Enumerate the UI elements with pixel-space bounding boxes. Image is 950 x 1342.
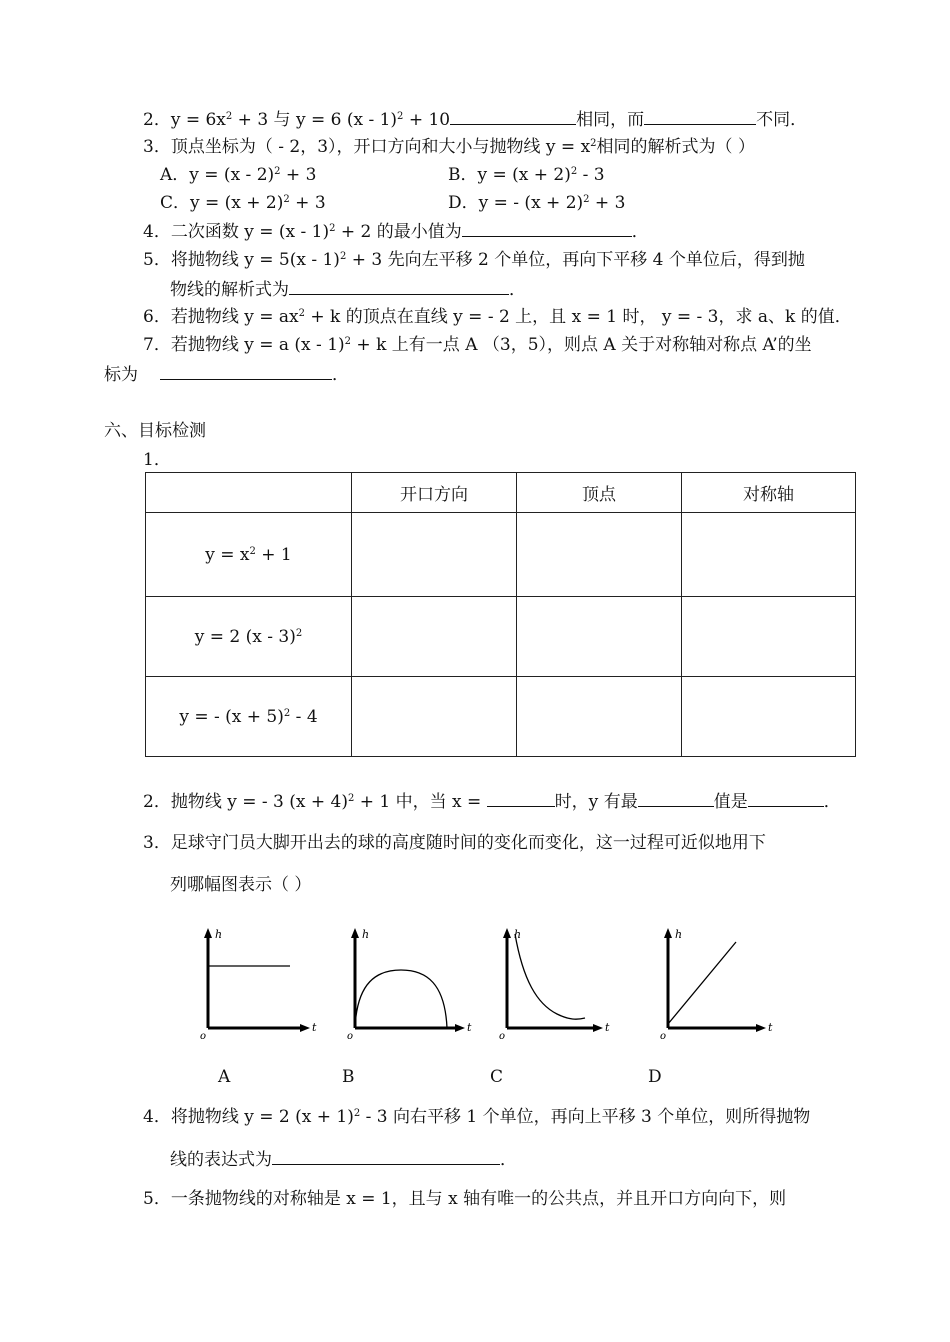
x-axis-arrow — [455, 1024, 465, 1032]
exercise-6-4-cont: 线的表达式为 ． — [170, 1150, 517, 1170]
graph-a[interactable] — [196, 920, 336, 1040]
curve — [355, 970, 447, 1028]
answer-blank[interactable] — [450, 108, 576, 125]
axis-label-t: t — [467, 1021, 472, 1034]
answer-blank[interactable] — [289, 278, 509, 295]
graph-c[interactable] — [495, 920, 635, 1040]
answer-blank[interactable] — [272, 1148, 500, 1165]
table-header-cell: 对称轴 — [682, 473, 856, 513]
table-header-row — [146, 473, 856, 513]
answer-cell[interactable] — [352, 513, 517, 597]
formula-cell: $y = x^2 + 1$ — [146, 513, 352, 597]
curve — [668, 942, 736, 1024]
y-axis-arrow — [351, 928, 359, 938]
table-row — [146, 677, 856, 757]
answer-cell[interactable] — [517, 513, 682, 597]
table-header-cell — [146, 473, 352, 513]
answer-cell[interactable] — [352, 677, 517, 757]
y-axis-arrow — [664, 928, 672, 938]
axis-label-h: h — [215, 928, 223, 941]
answer-cell[interactable] — [682, 677, 856, 757]
table-header-cell: 顶点 — [517, 473, 682, 513]
exercise-2: 2．$y = 6x^2 + 3$ 与 y = 6 (x - 1)$^2$ + 10 相同，而 不同． — [143, 110, 808, 130]
exercise-6-3-cont: 列哪幅图表示（ ） — [170, 875, 312, 895]
exercise-6-3: 3．足球守门员大脚开出去的球的高度随时间的变化而变化，这一过程可近似地用下 — [143, 833, 766, 853]
axis-label-t: t — [768, 1021, 773, 1034]
answer-cell[interactable] — [682, 513, 856, 597]
graph-d[interactable] — [656, 920, 796, 1040]
graph-label-b: B — [342, 1067, 355, 1087]
exercise-7: 7．若抛物线 y = a (x - 1)$^2$ + k 上有一点 A （3，5），则点 A 关于对称轴对称点 A’的坐 — [143, 335, 812, 355]
answer-blank[interactable] — [462, 220, 632, 237]
table-row — [146, 513, 856, 597]
table-header-cell: 开口方向 — [352, 473, 517, 513]
exercise-6-2: 2．抛物线 y = - 3 $(x + 4)^2 + 1$ 中，当 x = 时，y 有最 值是 ． — [143, 792, 841, 812]
answer-cell[interactable] — [517, 597, 682, 677]
axis-label-h: h — [362, 928, 370, 941]
exercise-3: 3．顶点坐标为（ - 2，3），开口方向和大小与抛物线 $y = x^2$相同的解析式为（ ） — [143, 137, 755, 157]
exercise-6-1-number: 1． — [143, 450, 171, 470]
exercise-5-cont: 物线的解析式为 ． — [170, 280, 526, 300]
parabola-table — [145, 472, 856, 757]
answer-blank[interactable] — [638, 790, 714, 807]
exercise-6-5: 5．一条抛物线的对称轴是 x = 1，且与 x 轴有唯一的公共点，并且开口方向向下，则 — [143, 1189, 787, 1209]
origin-label: o — [499, 1031, 506, 1040]
answer-cell[interactable] — [517, 677, 682, 757]
option-b: B．$y = (x + 2)^2 - 3$ — [448, 165, 605, 185]
x-axis-arrow — [300, 1024, 310, 1032]
graph-label-c: C — [490, 1067, 504, 1087]
curve — [515, 934, 585, 1019]
axis-label-t: t — [312, 1021, 317, 1034]
origin-label: o — [660, 1031, 667, 1040]
answer-cell[interactable] — [352, 597, 517, 677]
answer-blank[interactable] — [487, 790, 555, 807]
axis-label-t: t — [605, 1021, 610, 1034]
exercise-5: 5．将抛物线 y = 5(x - 1)$^2$ + 3 先向左平移 2 个单位，再向下平移 4 个单位后，得到抛 — [143, 250, 805, 270]
y-axis-arrow — [503, 928, 511, 938]
axis-label-h: h — [675, 928, 683, 941]
option-d: D．y = - $(x + 2)^2 + 3$ — [448, 193, 626, 213]
answer-blank[interactable] — [160, 363, 332, 380]
answer-cell[interactable] — [682, 597, 856, 677]
exercise-7-cont: 标为 ． — [104, 365, 349, 385]
graph-label-d: D — [648, 1067, 662, 1087]
formula-cell: y = 2 (x - 3)$^2$ — [146, 597, 352, 677]
axis-label-h: h — [514, 928, 522, 941]
origin-label: o — [200, 1031, 207, 1040]
graph-label-a: A — [218, 1067, 231, 1087]
formula-cell: y = - $(x + 5)^2 - 4$ — [146, 677, 352, 757]
section-title: 六、目标检测 — [104, 421, 206, 441]
exercise-6-4: 4．将抛物线 y = 2 $(x + 1)^2 - 3$ 向右平移 1 个单位，再向上平移 3 个单位，则所得抛物 — [143, 1107, 811, 1127]
option-c: C．$y = (x + 2)^2 + 3$ — [160, 193, 326, 213]
option-a: A．y = (x - 2)$^2$ + 3 — [160, 165, 317, 185]
x-axis-arrow — [593, 1024, 603, 1032]
origin-label: o — [347, 1031, 354, 1040]
table-row — [146, 597, 856, 677]
exercise-6: 6．若抛物线 $y = ax^2 + k$ 的顶点在直线 y = - 2 上，且 x = 1 时， y = - 3，求 a、k 的值． — [143, 307, 852, 327]
y-axis-arrow — [204, 928, 212, 938]
x-axis-arrow — [756, 1024, 766, 1032]
answer-blank[interactable] — [644, 108, 756, 125]
exercise-4: 4．二次函数 y = (x - 1)$^2$ + 2 的最小值为 ． — [143, 222, 649, 242]
graph-b[interactable] — [343, 920, 483, 1040]
answer-blank[interactable] — [748, 790, 824, 807]
